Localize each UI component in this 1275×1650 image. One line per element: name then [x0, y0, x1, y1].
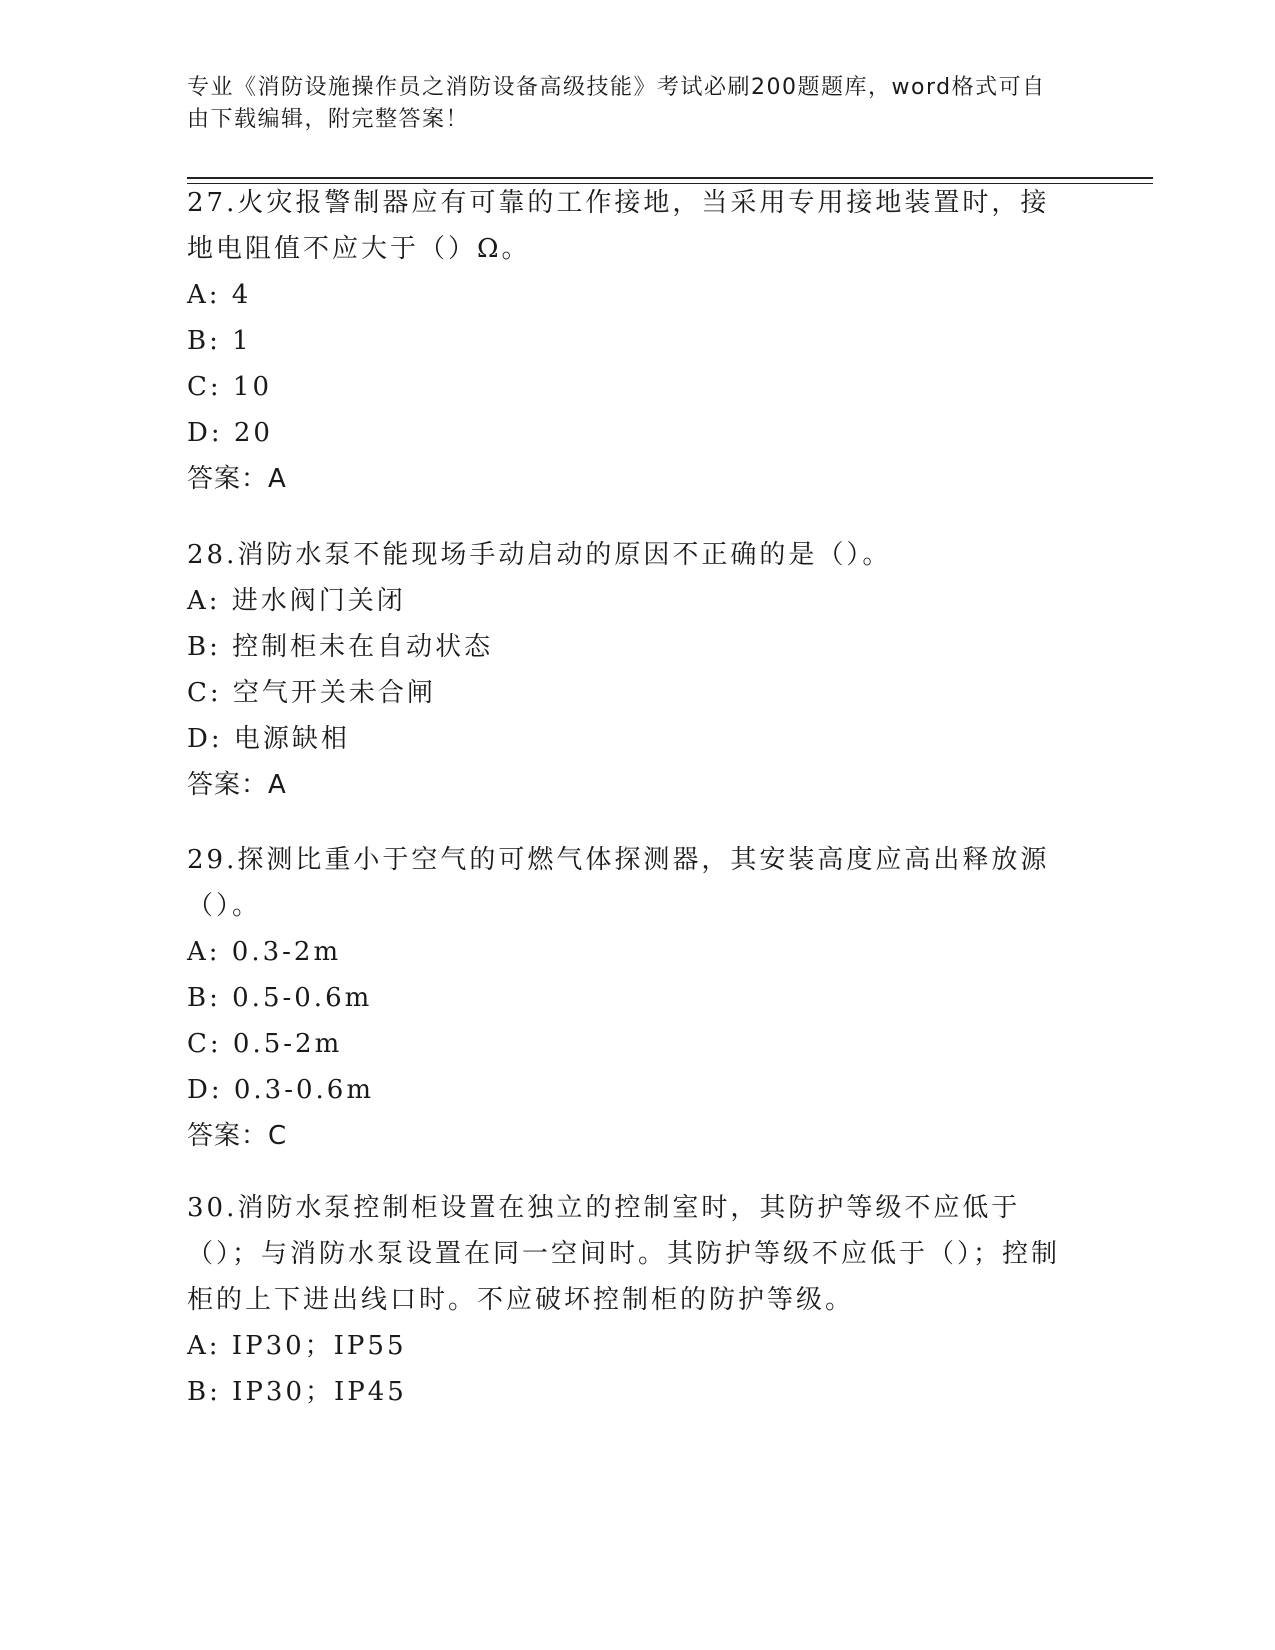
option-d: D: 电源缺相	[187, 724, 350, 754]
option-b: B: 0.5-0.6m	[187, 983, 373, 1013]
option-b: B: 1	[187, 326, 252, 356]
question-stem: 27.火灾报警制器应有可靠的工作接地，当采用专用接地装置时，接地电阻值不应大于（）Ω。	[187, 188, 1050, 264]
question-27	[187, 180, 1067, 502]
question-stem: 30.消防水泵控制柜设置在独立的控制室时，其防护等级不应低于（）；与消防水泵设置在同一空间时。其防护等级不应低于（）；控制柜的上下进出线口时。不应破坏控制柜的防护等级。	[187, 1193, 1061, 1315]
option-d: D: 20	[187, 418, 273, 448]
header-divider	[187, 177, 1153, 179]
answer: 答案：A	[187, 770, 287, 800]
option-b: B: IP30；IP45	[187, 1377, 407, 1407]
question-28	[187, 532, 1067, 808]
document-header: 专业《消防设施操作员之消防设备高级技能》考试必刷200题题库，word格式可自由下载编辑，附完整答案！	[187, 75, 1046, 132]
option-d: D: 0.3-0.6m	[187, 1075, 375, 1105]
question-stem: 28.消防水泵不能现场手动启动的原因不正确的是（）。	[187, 540, 892, 570]
option-c: C: 空气开关未合闸	[187, 678, 436, 708]
question-30	[187, 1185, 1067, 1415]
option-a: A: 4	[187, 280, 252, 310]
question-stem: 29.探测比重小于空气的可燃气体探测器，其安装高度应高出释放源（）。	[187, 845, 1050, 921]
option-a: A: IP30；IP55	[187, 1331, 407, 1361]
question-29	[187, 837, 1067, 1159]
answer: 答案：A	[187, 464, 287, 494]
option-a: A: 进水阀门关闭	[187, 586, 406, 616]
answer: 答案：C	[187, 1121, 288, 1151]
option-b: B: 控制柜未在自动状态	[187, 632, 494, 662]
option-a: A: 0.3-2m	[187, 937, 342, 967]
option-c: C: 10	[187, 372, 273, 402]
option-c: C: 0.5-2m	[187, 1029, 343, 1059]
